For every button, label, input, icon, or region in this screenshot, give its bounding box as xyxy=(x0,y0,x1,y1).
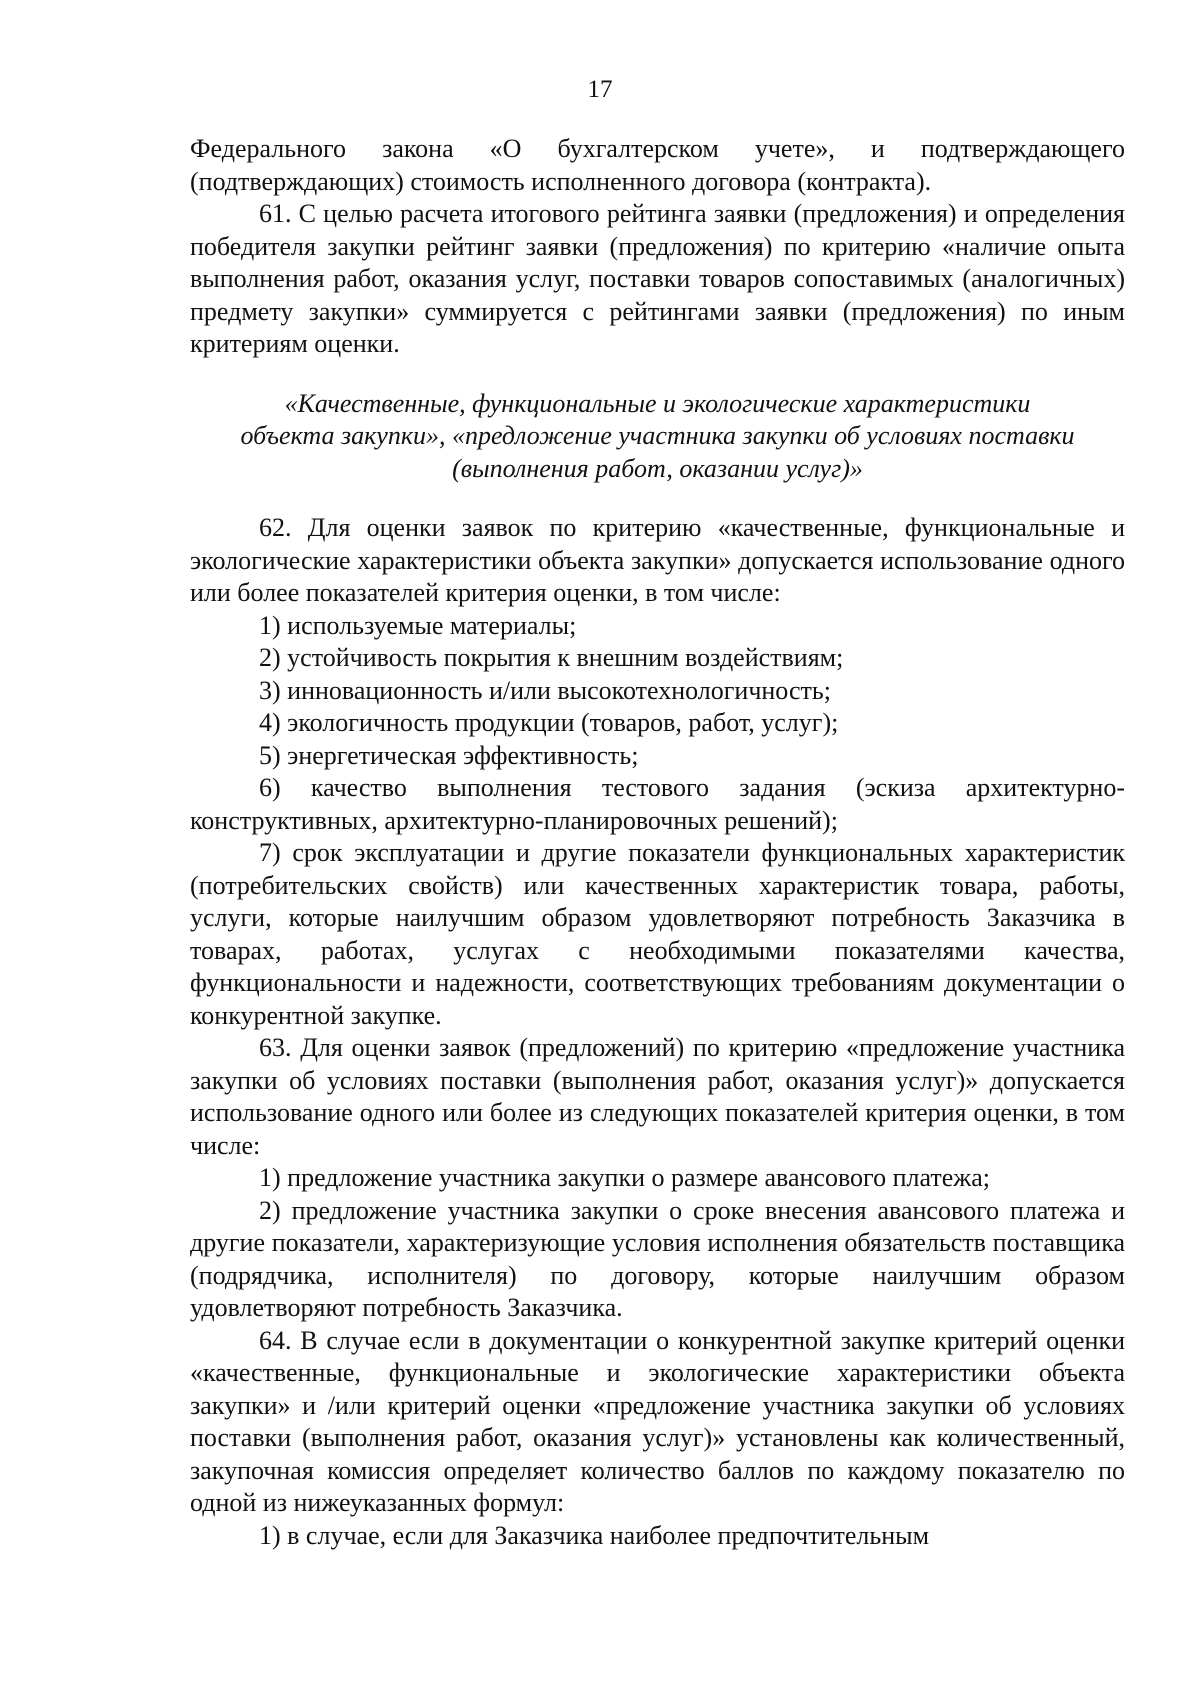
paragraph: 6) качество выполнения тестового задания (эскиза архитектурно-конструктивных, архитектурно-планировочных решений); xyxy=(190,773,1125,835)
paragraph: 62. Для оценки заявок по критерию «качественные, функциональные и экологические характеристики объекта закупки» допускается использование одного или более показателей критерия оценки, в том числе: xyxy=(190,513,1125,607)
paragraph: 1) предложение участника закупки о размере авансового платежа; xyxy=(259,1163,990,1192)
paragraph: 1) в случае, если для Заказчика наиболее предпочтительным xyxy=(259,1520,930,1550)
paragraph: 63. Для оценки заявок (предложений) по критерию «предложение участника закупки об условиях поставки (выполнения работ, оказания услуг)» допускается использование одного или более из следующих показателей критерия оценки, в том числе: xyxy=(190,1033,1125,1160)
paragraph: 61. С целью расчета итогового рейтинга заявки (предложения) и определения победителя закупки рейтинг заявки (предложения) по критерию «наличие опыта выполнения работ, оказания услуг, поставки товаров сопоставимых (аналогичных) предмету закупки» суммируется с рейтингами заявки (предложения) по иным критериям оценки. xyxy=(190,199,1125,358)
paragraphs-after-heading xyxy=(190,512,1125,1552)
paragraph: 64. В случае если в документации о конкурентной закупке критерий оценки «качественные, функциональные и экологические характеристики объекта закупки» и /или критерий оценки «предложение участника закупки об условиях поставки (выполнения работ, оказания услуг)» установлены как количественный, закупочная комиссия определяет количество баллов по каждому показателю по одной из нижеуказанных формул: xyxy=(190,1325,1125,1517)
paragraph: 2) устойчивость покрытия к внешним воздействиям; xyxy=(259,643,844,672)
document-body xyxy=(190,133,1125,1552)
paragraph: Федерального закона «О бухгалтерском учете», и подтверждающего (подтверждающих) стоимость исполненного договора (контракта). xyxy=(190,134,1125,196)
page-number: 17 xyxy=(587,76,613,103)
paragraph: 1) используемые материалы; xyxy=(259,610,577,640)
paragraph: 7) срок эксплуатации и другие показатели функциональных характеристик (потребительских свойств) или качественных характеристик товара, работы, услуги, которые наилучшим образом удовлетворяют потребность Заказчика в товарах, работах, услугах с необходимыми показателями качества, функциональности и надежности, соответствующих требованиям документации о конкурентной закупке. xyxy=(190,838,1125,1030)
heading-line: (выполнения работ, оказании услуг)» xyxy=(452,453,863,483)
heading-line: «Качественные, функциональные и экологические характеристики xyxy=(284,388,1031,418)
paragraph: 5) энергетическая эффективность; xyxy=(259,740,639,770)
paragraph: 3) инновационность и/или высокотехнологичность; xyxy=(259,675,831,705)
paragraph: 4) экологичность продукции (товаров, работ, услуг); xyxy=(259,708,839,737)
paragraph: 2) предложение участника закупки о сроке внесения авансового платежа и другие показатели, характеризующие условия исполнения обязательств поставщика (подрядчика, исполнителя) по договору, которые наилучшим образом удовлетворяют потребность Заказчика. xyxy=(190,1195,1125,1322)
paragraphs-before-heading xyxy=(190,133,1125,361)
heading-line: объекта закупки», «предложение участника закупки об условиях поставки xyxy=(240,421,1075,450)
section-heading xyxy=(190,388,1125,486)
